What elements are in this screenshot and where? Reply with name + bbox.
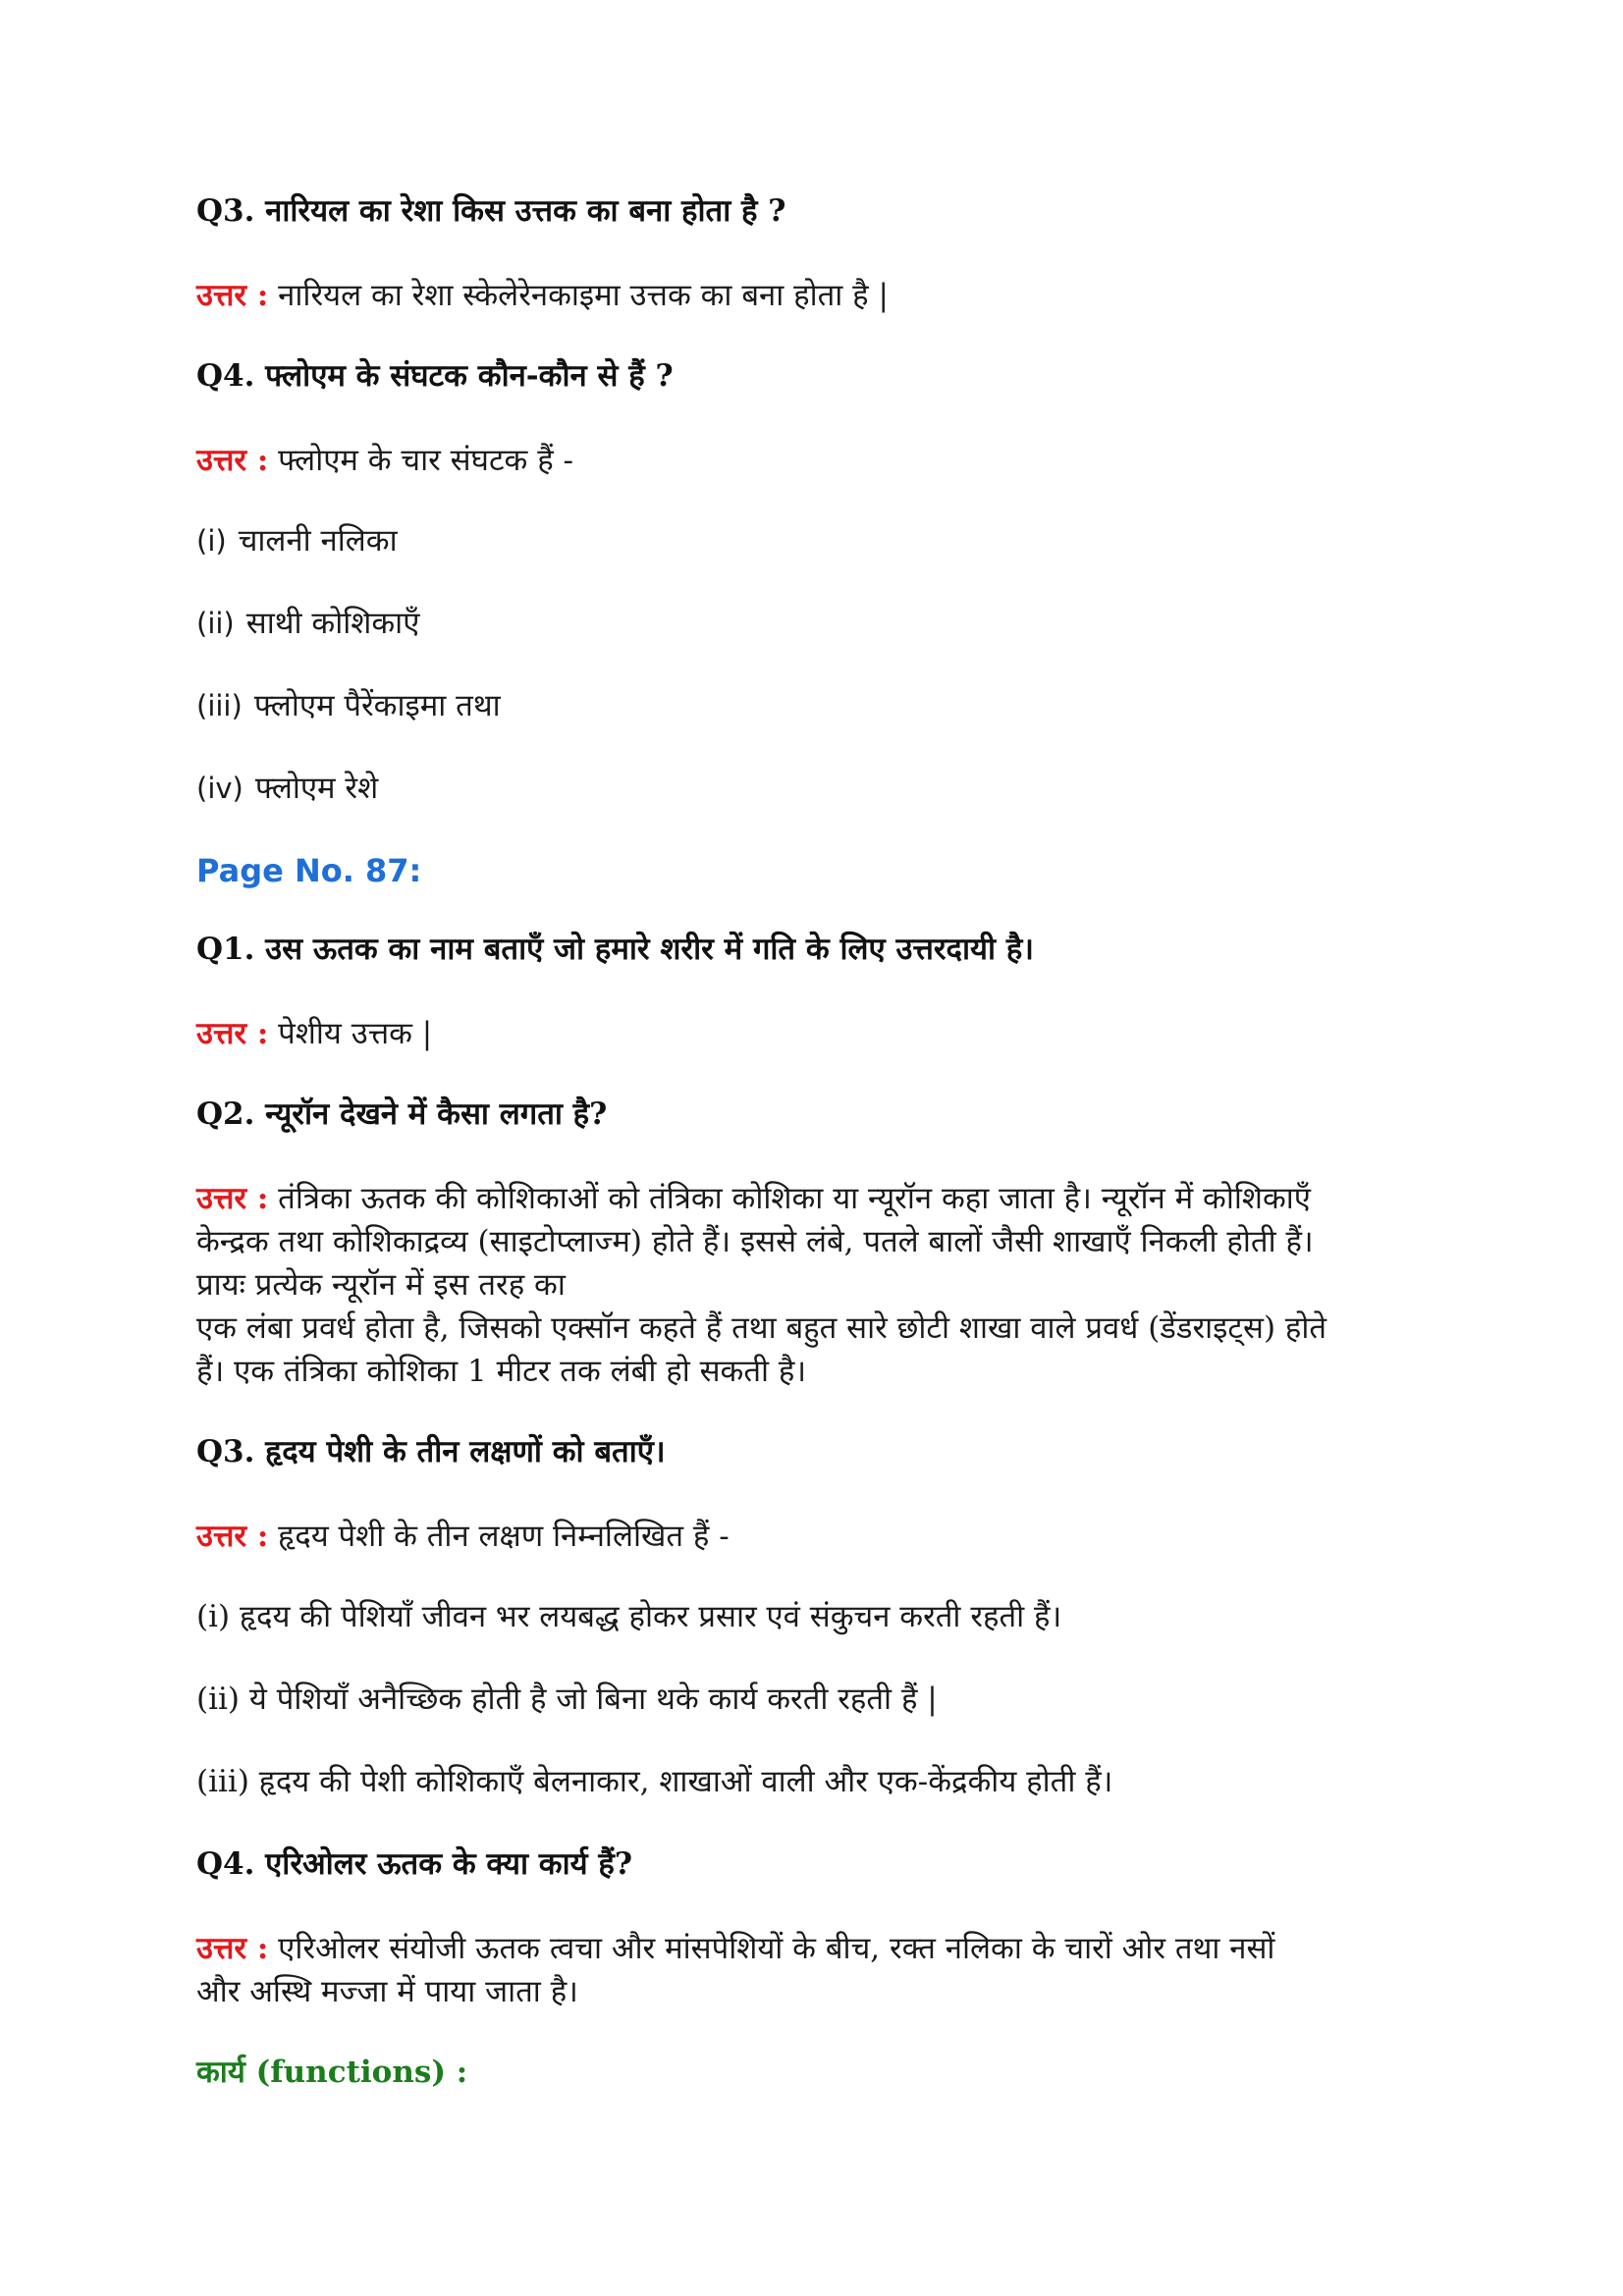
answer-text: नारियल का रेशा स्केलेरेनकाइमा उत्तक का बना होता है | xyxy=(268,278,889,313)
answer-q2-neuron xyxy=(196,1177,1453,1393)
answer-text: फ्लोएम के चार संघटक हैं - xyxy=(268,443,574,478)
answer-line: प्रायः प्रत्येक न्यूरॉन में इस तरह का xyxy=(196,1267,566,1303)
answer-line: हैं। एक तंत्रिका कोशिका 1 मीटर तक लंबी हो सकती है। xyxy=(196,1354,807,1389)
answer-line xyxy=(196,1177,1453,1220)
question-q2-neuron: Q2. न्यूरॉन देखने में कैसा लगता है? xyxy=(196,1096,608,1132)
list-item xyxy=(196,686,1453,725)
question-q3-heart-muscle: Q3. हृदय पेशी के तीन लक्षणों को बताएँ। xyxy=(196,1434,666,1469)
answer-q3-coconut xyxy=(196,274,1453,317)
list-item xyxy=(196,521,1453,561)
answer-label: उत्तर : xyxy=(196,1181,269,1216)
answer-q4-areolar xyxy=(196,1927,1453,2013)
list-item-number: (ii) xyxy=(196,607,235,640)
list-item-text: फ्लोएम रेशे xyxy=(254,771,379,806)
answer-label: उत्तर : xyxy=(196,1016,269,1051)
list-item-number: (iv) xyxy=(196,772,243,805)
answer-text: पेशीय उत्तक | xyxy=(268,1016,433,1051)
question-q1-movement: Q1. उस ऊतक का नाम बताएँ जो हमारे शरीर में गति के लिए उत्तरदायी है। xyxy=(196,932,1035,967)
list-item xyxy=(196,769,1453,808)
answer-label: उत्तर : xyxy=(196,443,269,478)
list-item xyxy=(196,604,1453,643)
list-item-text: साथी कोशिकाएँ xyxy=(245,606,420,641)
answer-line xyxy=(196,1927,1453,1970)
answer-q4-phloem xyxy=(196,439,1453,482)
answer-text: हृदय पेशी के तीन लक्षण निम्नलिखित हैं - xyxy=(268,1519,730,1554)
page-number-heading: Page No. 87: xyxy=(196,852,422,889)
answer-line: केन्द्रक तथा कोशिकाद्रव्य (साइटोप्लाज्म) होते हैं। इससे लंबे, पतले बालों जैसी शाखाएँ निकली होती हैं। xyxy=(196,1224,1314,1259)
list-item: (iii) हृदय की पेशी कोशिकाएँ बेलनाकार, शाखाओं वाली और एक-केंद्रकीय होती हैं। xyxy=(196,1764,1113,1799)
answer-line: और अस्थि मज्जा में पाया जाता है। xyxy=(196,1974,578,2009)
functions-heading: कार्य (functions) : xyxy=(196,2055,468,2090)
answer-label: उत्तर : xyxy=(196,1519,269,1554)
question-q4-areolar: Q4. एरिओलर ऊतक के क्या कार्य हैं? xyxy=(196,1846,633,1882)
question-q3-coconut: Q3. नारियल का रेशा किस उत्तक का बना होता है ? xyxy=(196,193,786,229)
answer-q3-heart-muscle xyxy=(196,1515,1453,1558)
answer-text: तंत्रिका ऊतक की कोशिकाओं को तंत्रिका कोशिका या न्यूरॉन कहा जाता है। न्यूरॉन में कोशिकाएँ xyxy=(268,1181,1311,1216)
question-q4-phloem: Q4. फ्लोएम के संघटक कौन-कौन से हैं ? xyxy=(196,358,674,394)
document-page xyxy=(196,191,1453,2092)
list-item-number: (i) xyxy=(196,524,227,558)
list-item: (i) हृदय की पेशियाँ जीवन भर लयबद्ध होकर प्रसार एवं संकुचन करती रहती हैं। xyxy=(196,1599,1062,1634)
list-item-text: चालनी नलिका xyxy=(238,523,398,559)
answer-q1-movement xyxy=(196,1012,1453,1055)
list-item-number: (iii) xyxy=(196,689,243,722)
answer-text: एरिओलर संयोजी ऊतक त्वचा और मांसपेशियों के बीच, रक्त नलिका के चारों ओर तथा नसों xyxy=(268,1931,1275,1966)
list-item-text: फ्लोएम पैरेंकाइमा तथा xyxy=(253,688,501,723)
answer-label: उत्तर : xyxy=(196,1931,269,1966)
answer-label: उत्तर : xyxy=(196,278,269,313)
answer-line: एक लंबा प्रवर्ध होता है, जिसको एक्सॉन कहते हैं तथा बहुत सारे छोटी शाखा वाले प्रवर्ध (डेंडराइट्स) होते xyxy=(196,1310,1327,1346)
list-item: (ii) ये पेशियाँ अनैच्छिक होती है जो बिना थके कार्य करती रहती हैं | xyxy=(196,1682,938,1717)
